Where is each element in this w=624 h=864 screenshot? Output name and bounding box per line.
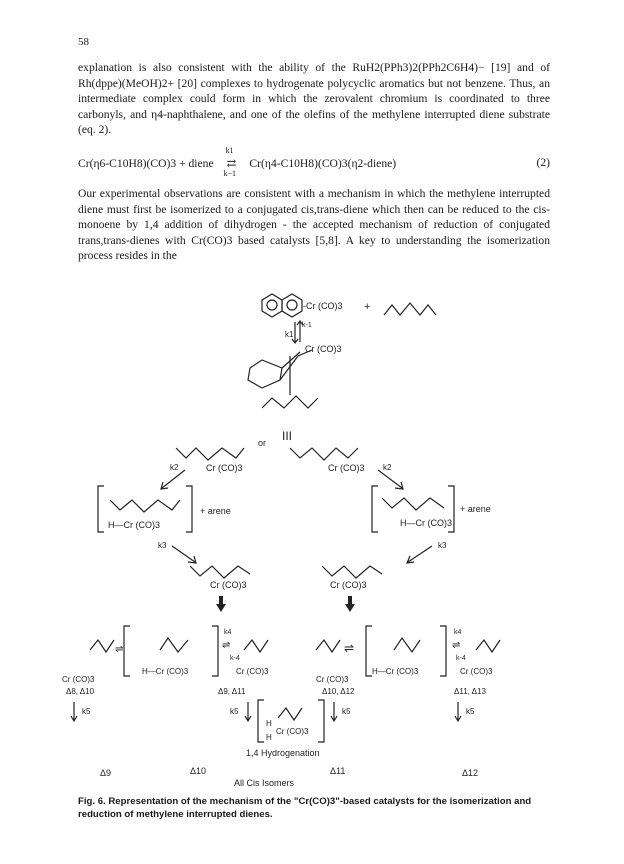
svg-text:k5: k5: [230, 707, 239, 716]
h-cr-co3-left: H—Cr (CO)3: [108, 520, 160, 530]
svg-text:H: H: [266, 719, 272, 728]
k3-left: k3: [158, 541, 167, 550]
svg-text:k5: k5: [342, 707, 351, 716]
naphthalene-icon: [262, 294, 302, 317]
delta10-label: Δ10: [190, 766, 207, 776]
svg-text:⇌: ⇌: [452, 640, 461, 651]
cr-co3-complex: Cr (CO)3: [305, 344, 342, 354]
svg-text:k-4: k-4: [456, 655, 466, 662]
cr-co3-conj-left: Cr (CO)3: [210, 580, 247, 590]
svg-text:Cr (CO)3: Cr (CO)3: [316, 675, 349, 684]
hydrogenation-intermediate: [258, 700, 324, 742]
cr-co3-conj-right: Cr (CO)3: [330, 580, 367, 590]
paragraph-2: Our experimental observations are consistent with a mechanism in which the methylene interrupted diene must first be isomerized to a conjugated cis,trans-diene which then can be reduced to the cis-monoene by 1,4 addition of dihydrogen - the accepted mechanism of reduction of conjugated trans,trans-dienes with Cr(CO)3 based catalysts [5,8]. A key to understanding the isomerization process resides in the: [78, 187, 550, 262]
svg-text:k5: k5: [466, 707, 475, 716]
k1-figure: k1: [285, 330, 294, 339]
svg-text:Cr (CO)3: Cr (CO)3: [62, 675, 95, 684]
svg-text:k-4: k-4: [230, 655, 240, 662]
diene-right-icon: [290, 448, 358, 460]
svg-text:Cr (CO)3: Cr (CO)3: [276, 727, 309, 736]
conjugated-diene-right-icon: [322, 566, 382, 578]
hydrogenation-label: 1,4 Hydrogenation: [246, 748, 320, 758]
k3-right: k3: [438, 541, 447, 550]
k2-left: k2: [170, 463, 179, 472]
eta4-naphthalene-icon: [248, 350, 312, 388]
svg-text:k4: k4: [224, 629, 232, 636]
conjugated-diene-left-icon: [190, 566, 250, 578]
equation-left: Cr(η6-C10H8)(CO)3 + diene: [78, 157, 214, 170]
equation-number: (2): [536, 156, 550, 169]
svg-text:Cr (CO)3: Cr (CO)3: [236, 667, 269, 676]
svg-text:H—Cr (CO)3: H—Cr (CO)3: [372, 667, 419, 676]
or-label: or: [258, 438, 267, 448]
figure-caption: Fig. 6. Representation of the mechanism of the "Cr(CO)3"-based catalysts for the isomerization and reduction of methylene interrupted dienes.: [78, 796, 532, 820]
h-cr-co3-right: H—Cr (CO)3: [400, 518, 452, 528]
delta12-label: Δ12: [462, 768, 479, 778]
svg-text:H—Cr (CO)3: H—Cr (CO)3: [142, 667, 189, 676]
svg-text:k4: k4: [454, 629, 462, 636]
cr-co3-label-top: -Cr (CO)3: [303, 301, 343, 311]
page-number: 58: [78, 36, 89, 48]
k5-arrows: [71, 702, 475, 721]
equilibrium-arrows: ⇄: [226, 157, 237, 170]
arene-left: + arene: [200, 506, 231, 516]
k-minus1-figure: k-1: [302, 322, 312, 329]
equation-right: Cr(η4-C10H8)(CO)3(η2-diene): [249, 157, 397, 170]
paragraph-1: explanation is also consistent with the ability of the RuH2(PPh3)2(PPh2C6H4)− [19] and of Rh(dppe)(MeOH)2+ [20] complexes to hydrogenate polycyclic aromatics but not benzene. Thus, an intermediate complex could form in which the zerovalent chromium is coordinated to three carbonyls, and η4-naphthalene, and one of the olefins of the methylene interrupted diene substrate (eq. 2).: [78, 61, 550, 136]
bold-down-arrows-icon: [216, 596, 355, 612]
all-cis-label: All Cis Isomers: [234, 778, 295, 788]
coordinated-diene-icon: [262, 396, 318, 408]
k-minus1-label: k−1: [223, 169, 237, 178]
svg-text:Cr (CO)3: Cr (CO)3: [460, 667, 493, 676]
bottom-right-scheme: [316, 626, 500, 696]
svg-text:Δ11, Δ13: Δ11, Δ13: [454, 687, 486, 696]
equation-2: [78, 146, 550, 178]
delta9-label: Δ9: [100, 768, 112, 778]
diene-left-icon: [176, 448, 244, 460]
cr-co3-right-diene: Cr (CO)3: [328, 463, 365, 473]
diene-top-icon: [384, 303, 436, 315]
k2-right: k2: [383, 463, 392, 472]
svg-text:⇌: ⇌: [344, 641, 355, 655]
allyl-right-icon: [382, 498, 444, 510]
svg-text:Δ8, Δ10: Δ8, Δ10: [66, 687, 95, 696]
delta11-label: Δ11: [330, 766, 346, 776]
svg-text:Δ10, Δ12: Δ10, Δ12: [322, 687, 355, 696]
svg-text:Δ9, Δ11: Δ9, Δ11: [218, 687, 246, 696]
svg-text:H: H: [266, 733, 272, 742]
svg-text:⇌: ⇌: [222, 640, 231, 651]
arene-right: + arene: [460, 504, 491, 514]
allyl-left-icon: [110, 500, 180, 512]
plus-sign-top: +: [364, 301, 371, 313]
k1-label: k1: [225, 146, 234, 155]
svg-text:k5: k5: [82, 707, 91, 716]
cr-co3-left-diene: Cr (CO)3: [206, 463, 243, 473]
bottom-left-scheme: [62, 626, 269, 696]
svg-text:⇌: ⇌: [115, 644, 124, 655]
roman-three: III: [282, 429, 293, 443]
